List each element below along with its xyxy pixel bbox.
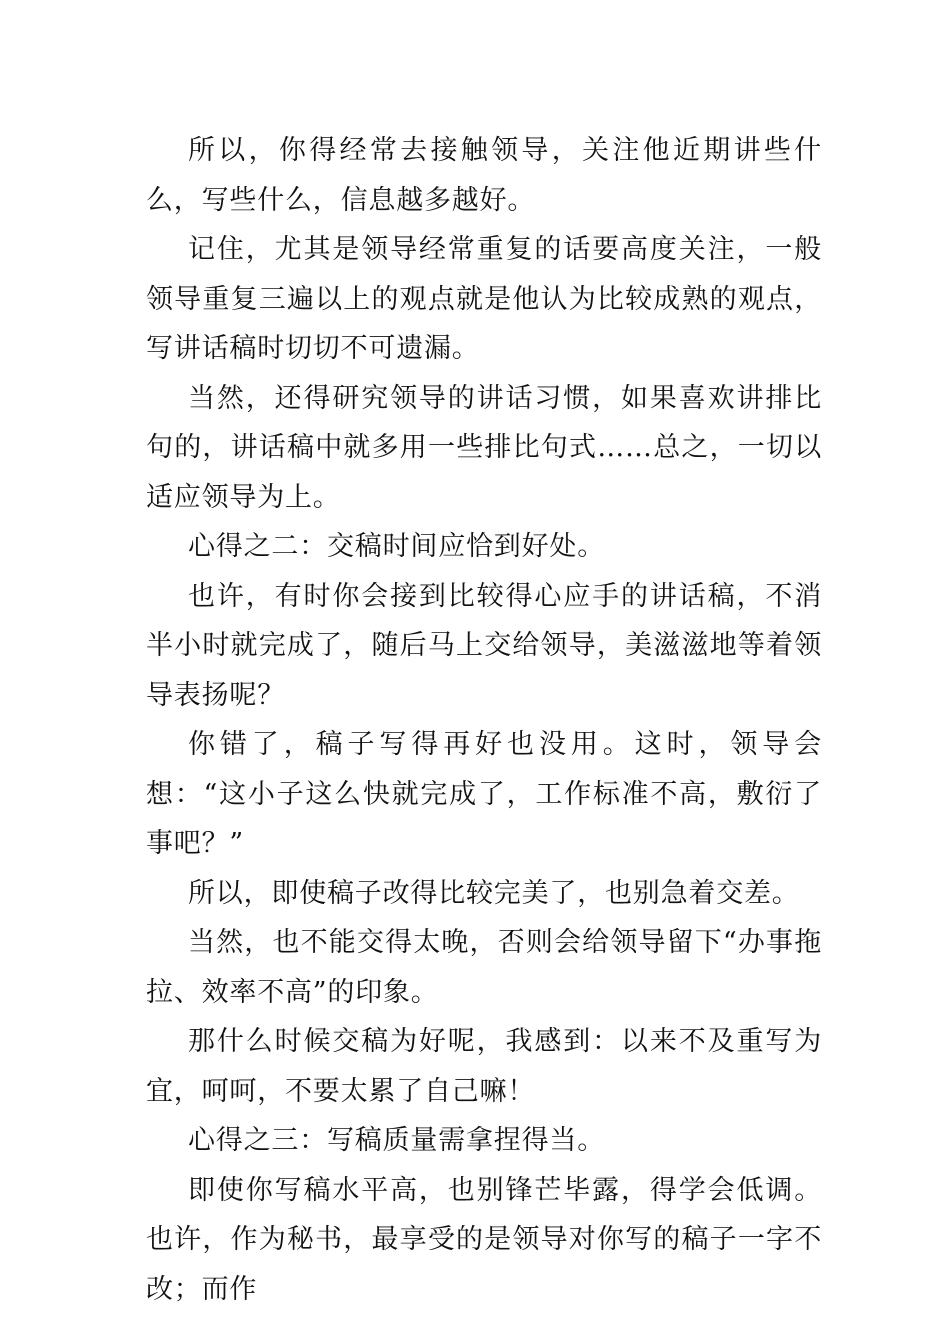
paragraph-6: 所以，即使稿子改得比较完美了，也别急着交差。: [188, 877, 800, 909]
section-heading-2: 心得之二：交稿时间应恰到好处。: [188, 531, 605, 562]
paragraph-3: 当然，还得研究领导的讲话习惯，如果喜欢讲排比句的，讲话稿中就多用一些排比句式……总之，一切以适应领导为上。: [146, 382, 822, 513]
paragraph-2: 记住，尤其是领导经常重复的话要高度关注，一般领导重复三遍以上的观点就是他认为比较成熟的观点，写讲话稿时切切不可遗漏。: [146, 234, 822, 364]
body-text: [146, 126, 822, 1314]
paragraph-7: 当然，也不能交得太晚，否则会给领导留下“办事拖拉、效率不高”的印象。: [146, 927, 822, 1008]
section-heading-3: 心得之三：写稿质量需拿捏得当。: [188, 1125, 605, 1156]
paragraph-8: 那什么时候交稿为好呢，我感到：以来不及重写为宜，呵呵，不要太累了自己嘛！: [146, 1026, 822, 1107]
paragraph-9: 即使你写稿水平高，也别锋芒毕露，得学会低调。也许，作为秘书，最享受的是领导对你写的稿子一字不改；而作: [146, 1174, 822, 1305]
paragraph-5: 你错了，稿子写得再好也没用。这时，领导会想：“这小子这么快就完成了，工作标准不高，敷衍了事吧？”: [146, 729, 822, 859]
paragraph-4: 也许，有时你会接到比较得心应手的讲话稿，不消半小时就完成了，随后马上交给领导，美滋滋地等着领导表扬呢？: [146, 580, 822, 711]
paragraph-1: 所以，你得经常去接触领导，关注他近期讲些什么，写些什么，信息越多越好。: [146, 135, 822, 216]
